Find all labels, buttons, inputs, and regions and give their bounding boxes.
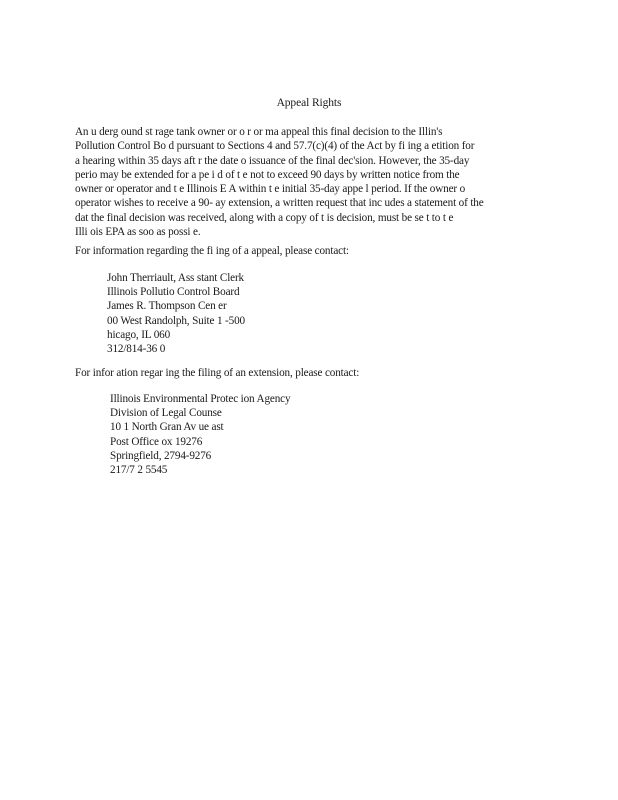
address-line: Illinois Pollutio Control Board bbox=[107, 286, 240, 299]
address-line: 217/7 2 5545 bbox=[110, 464, 168, 477]
address-line: James R. Thompson Cen er bbox=[107, 300, 227, 313]
text-line: a hearing within 35 days aft r the date o issuance of the final dec'sion. However, the 35-day bbox=[75, 154, 470, 167]
text-line: For infor ation regar ing the filing of an extension, please contact: bbox=[75, 367, 360, 379]
extension-contact-intro bbox=[75, 366, 533, 380]
address-line: Springfield, 2794-9276 bbox=[110, 449, 212, 462]
text-line: Pollution Control Bo d pursuant to Sections 4 and 57.7(c)(4) of the Act by fi ing a etition for bbox=[75, 140, 475, 153]
address-line: 00 West Randolph, Suite 1 -500 bbox=[107, 314, 245, 327]
address-line: Division of Legal Counse bbox=[110, 407, 222, 420]
appeal-contact-intro bbox=[75, 244, 533, 258]
text-line: perio may be extended for a pe i d of t e not to exceed 90 days by written notice from the bbox=[75, 168, 460, 181]
pollution-control-board-address bbox=[107, 271, 245, 356]
text-line: An u derg ound st rage tank owner or o r or ma appeal this final decision to the Illin's bbox=[75, 126, 443, 138]
address-line: John Therriault, Ass stant Clerk bbox=[107, 272, 244, 284]
text-line: Illi ois EPA as soo as possi e. bbox=[75, 226, 201, 239]
address-line: 10 1 North Gran Av ue ast bbox=[110, 421, 224, 434]
text-line: owner or operator and t e Illinois E A within t e initial 35-day appe l period. If the owner o bbox=[75, 183, 466, 196]
text-line: operator wishes to receive a 90- ay extension, a written request that inc udes a statement of the bbox=[75, 197, 484, 210]
text-line: dat the final decision was received, along with a copy of t is decision, must be se t to t e bbox=[75, 211, 454, 224]
address-line: Illinois Environmental Protec ion Agency bbox=[110, 393, 291, 405]
appeal-paragraph bbox=[75, 125, 533, 239]
text-line: For information regarding the fi ing of a appeal, please contact: bbox=[75, 245, 349, 257]
address-line: Post Office ox 19276 bbox=[110, 435, 203, 448]
address-line: hicago, IL 060 bbox=[107, 328, 171, 341]
address-line: 312/814-36 0 bbox=[107, 343, 166, 356]
epa-legal-address bbox=[110, 392, 290, 477]
page-title: Appeal Rights bbox=[276, 97, 342, 109]
